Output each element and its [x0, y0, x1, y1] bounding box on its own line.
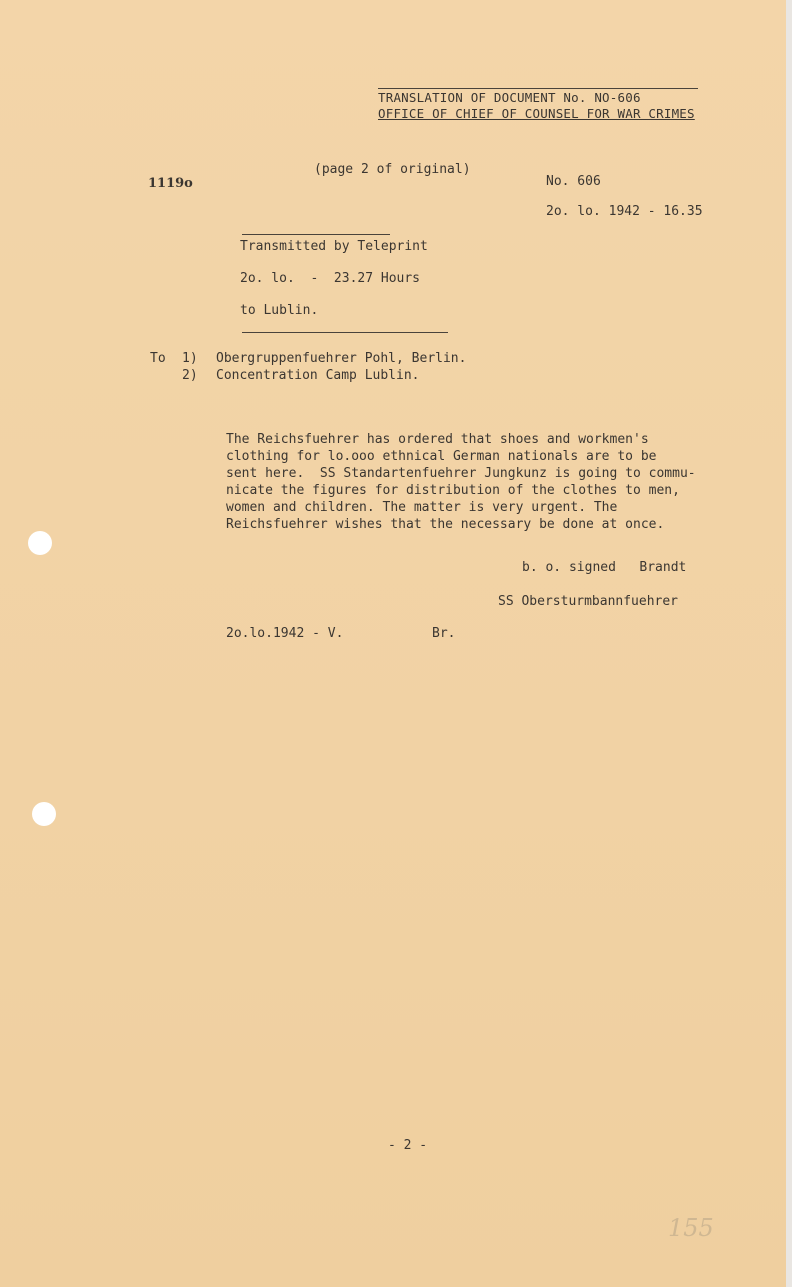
- translation-header: TRANSLATION OF DOCUMENT No. NO-606: [378, 90, 641, 105]
- handwritten-page-number: 155: [668, 1214, 714, 1242]
- signature-title: SS Obersturmbannfuehrer: [498, 594, 679, 609]
- transmit-line-3: to Lublin.: [240, 303, 319, 318]
- transmit-line-2: 2o. lo. - 23.27 Hours: [240, 271, 421, 286]
- recipient-2-number: 2): [182, 368, 198, 383]
- transmit-top-rule: [242, 234, 390, 235]
- to-label: To: [150, 351, 166, 366]
- document-number: No. 606: [546, 174, 601, 189]
- scan-edge: [786, 0, 792, 1287]
- body-line: clothing for lo.ooo ethnical German nationals are to be: [226, 449, 657, 464]
- recipient-1-name: Obergruppenfuehrer Pohl, Berlin.: [216, 351, 467, 366]
- footer-initials: Br.: [432, 626, 456, 641]
- body-line: sent here. SS Standartenfuehrer Jungkunz is going to commu-: [226, 466, 696, 481]
- page-note: (page 2 of original): [314, 162, 471, 177]
- transmit-line-1: Transmitted by Teleprint: [240, 239, 428, 254]
- document-datetime: 2o. lo. 1942 - 16.35: [546, 204, 703, 219]
- footer-date: 2o.lo.1942 - V.: [226, 626, 344, 641]
- page-number: - 2 -: [388, 1138, 428, 1153]
- body-line: women and children. The matter is very urgent. The: [226, 500, 618, 515]
- body-line: The Reichsfuehrer has ordered that shoes and workmen's: [226, 432, 649, 447]
- header-top-rule: [378, 88, 698, 89]
- transmit-bottom-rule: [242, 332, 448, 333]
- office-header: OFFICE OF CHIEF OF COUNSEL FOR WAR CRIMES: [378, 106, 695, 121]
- punch-hole: [32, 802, 56, 826]
- body-line: nicate the figures for distribution of the clothes to men,: [226, 483, 680, 498]
- body-line: Reichsfuehrer wishes that the necessary be done at once.: [226, 517, 665, 532]
- recipient-1-number: 1): [182, 351, 198, 366]
- document-reference: 1119o: [148, 176, 193, 191]
- recipient-2-name: Concentration Camp Lublin.: [216, 368, 420, 383]
- signature-line: b. o. signed Brandt: [522, 560, 687, 575]
- punch-hole: [28, 531, 52, 555]
